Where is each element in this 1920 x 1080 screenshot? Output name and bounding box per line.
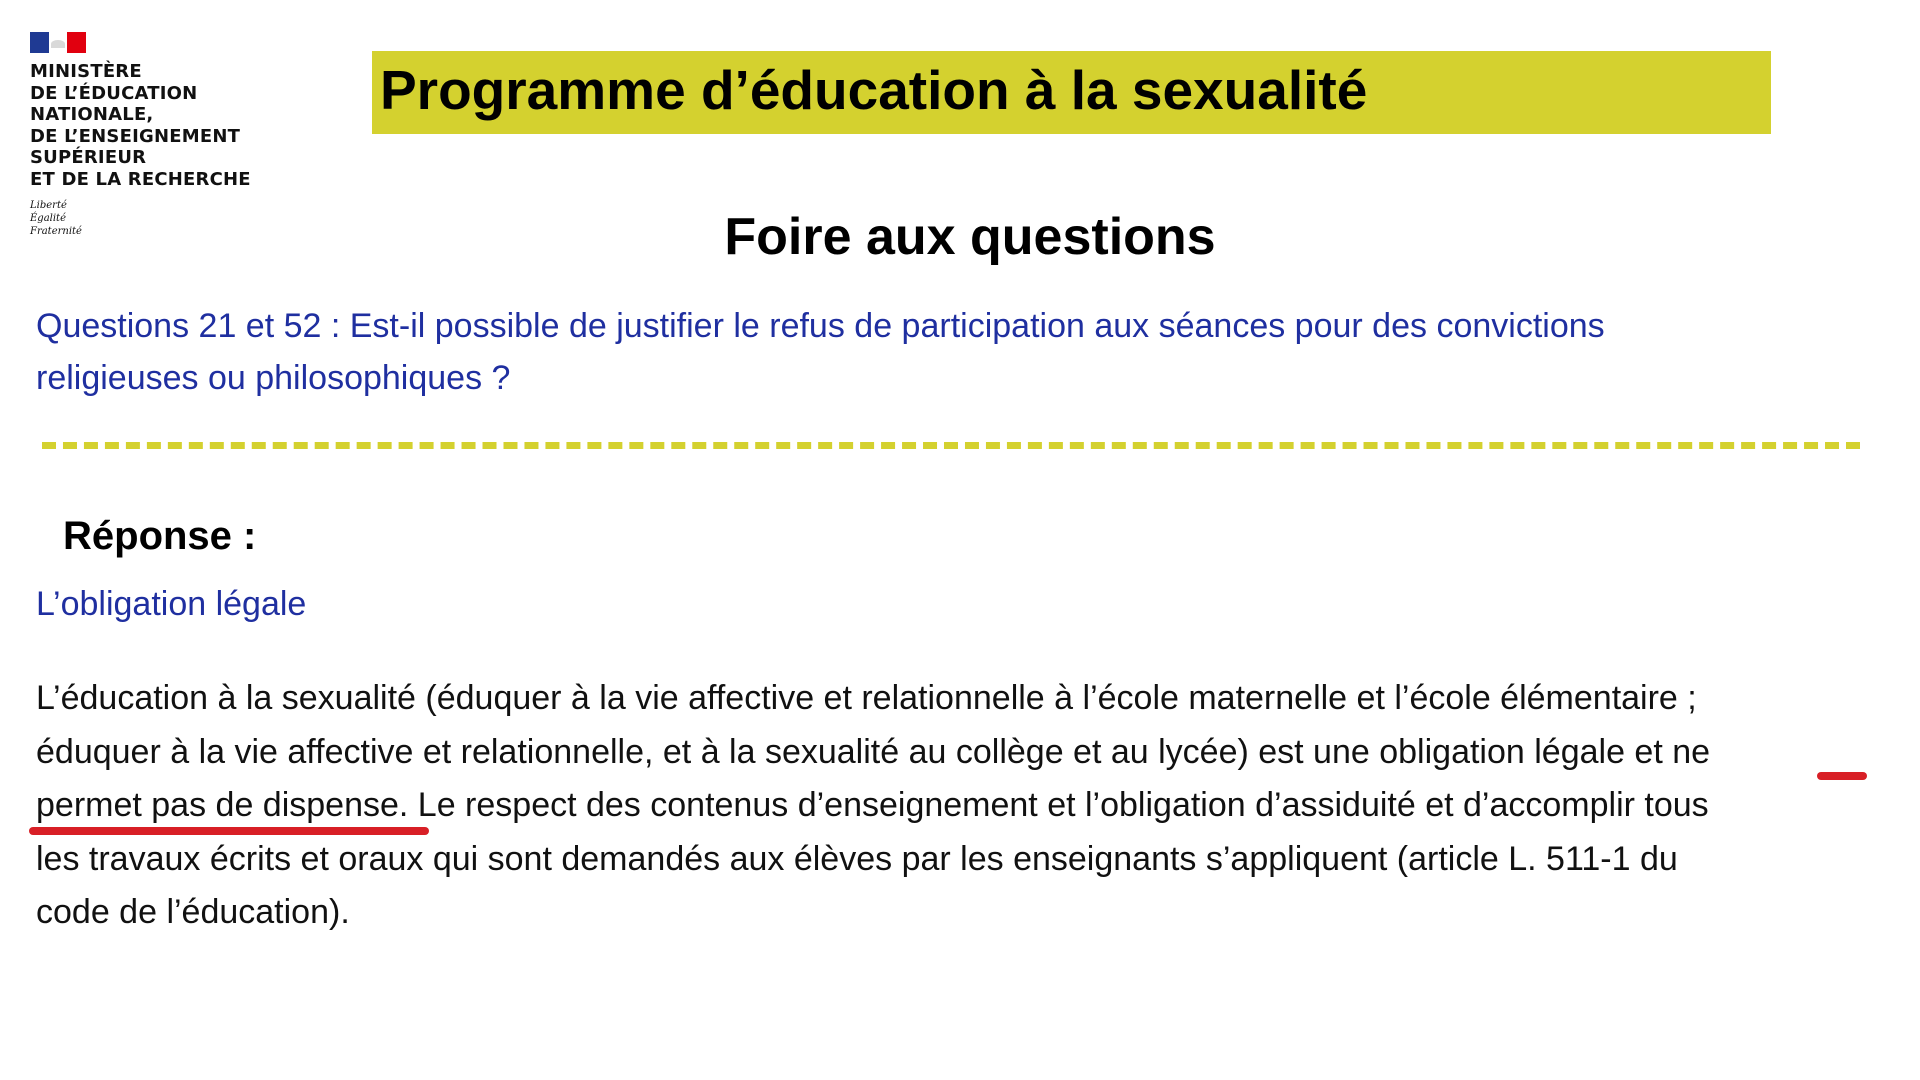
logo-line: DE L’ÉDUCATION	[30, 82, 198, 104]
logo-line: NATIONALE,	[30, 104, 154, 125]
logo-line: ET DE LA RECHERCHE	[30, 168, 251, 190]
motto-line: Liberté	[30, 200, 67, 211]
body-line: les travaux écrits et oraux qui sont demandés aux élèves par les enseignants s’appliquent (article L. 511-1 du	[36, 839, 1678, 878]
question-text	[36, 300, 1836, 404]
red-underline-mark	[29, 827, 429, 835]
page-subtitle: Foire aux questions	[724, 208, 1216, 266]
body-line: éduquer à la vie affective et relationnelle, et à la sexualité au collège et au lycée) est une obligation légale et ne	[36, 732, 1711, 771]
logo-line: DE L’ENSEIGNEMENT	[30, 125, 241, 147]
motto-line: Fraternité	[30, 226, 82, 237]
response-label: Réponse :	[63, 514, 257, 558]
logo-line: MINISTÈRE	[30, 61, 142, 82]
marianne-flag-icon	[30, 32, 86, 53]
section-heading: L’obligation légale	[36, 585, 307, 623]
body-line: code de l’éducation).	[36, 893, 350, 931]
logo-line: SUPÉRIEUR	[30, 147, 147, 168]
body-line: L’éducation à la sexualité (éduquer à la vie affective et relationnelle à l’école maternelle et l’école élémentaire ;	[36, 679, 1697, 717]
motto-line: Égalité	[30, 213, 66, 224]
dashed-separator	[42, 442, 1860, 449]
page-title: Programme d’éducation à la sexualité	[380, 59, 1368, 121]
body-line: permet pas de dispense. Le respect des contenus d’enseignement et l’obligation d’assiduité et d’accomplir tous	[36, 786, 1709, 824]
red-underline-mark	[1817, 772, 1867, 780]
body-paragraph	[36, 672, 1876, 940]
question-line: religieuses ou philosophiques ?	[36, 359, 511, 397]
question-line: Questions 21 et 52 : Est-il possible de justifier le refus de participation aux séances pour des convictions	[36, 307, 1605, 345]
title-banner	[372, 51, 1771, 134]
